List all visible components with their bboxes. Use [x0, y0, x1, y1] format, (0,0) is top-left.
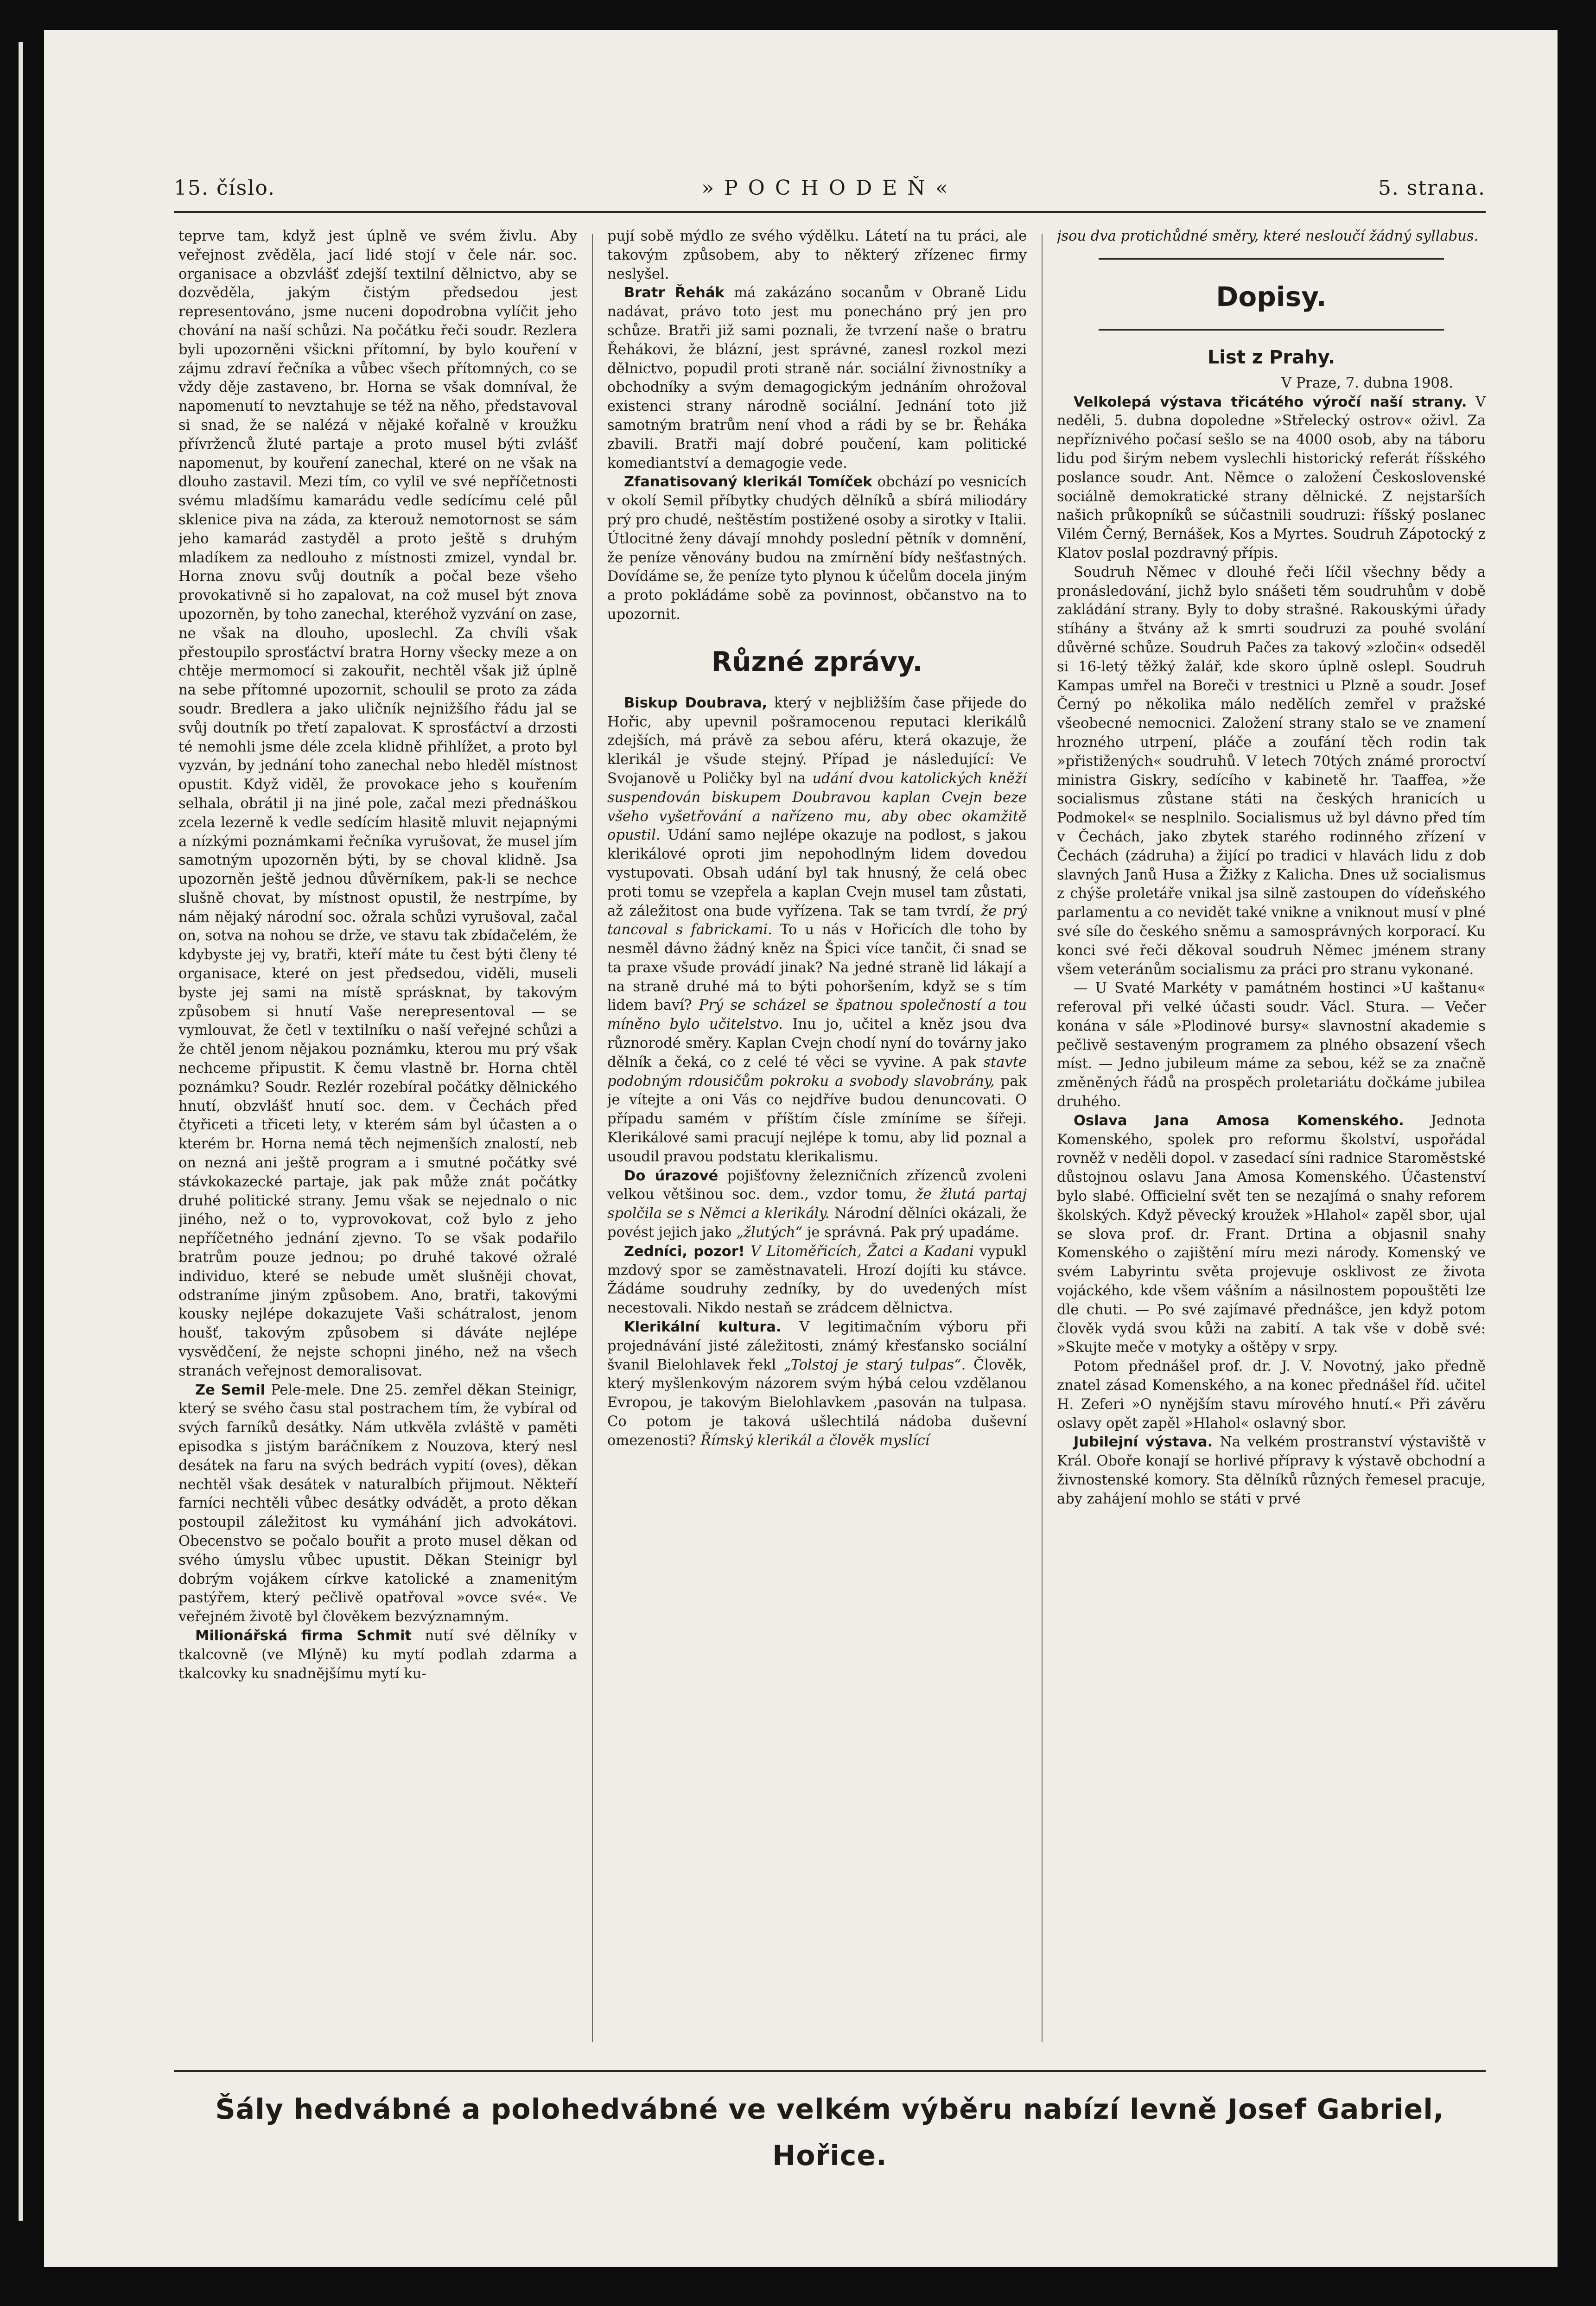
lead-rehak: Bratr Řehák	[624, 285, 725, 301]
advertisement-banner: Šály hedvábné a polohedvábné ve velkém výběru nabízí levně Josef Gabriel, Hořice.	[215, 2093, 1444, 2172]
article-emphasis: stavte podobným rdousičům pokroku a svobody slavobrány,	[607, 1054, 1027, 1089]
article-text: Udání samo nejlépe okazuje na podlost, s jakou klerikálové oproti jim nepohodlným lidem dovedou vystupovati. Obsah udání byl tak hnusný, že celá obec proti tomu se vzepřela a kaplan Cvejn musel tam zůstati, až záležitost ona bude vyřízena. Tak se tam tvrdí,	[607, 827, 1027, 919]
column-1	[178, 227, 577, 2049]
article-continued	[1057, 227, 1486, 246]
article-text: pojišťovny železničních zřízenců zvoleni velkou většinou soc. dem., vzdor tomu,	[607, 1167, 1027, 1203]
lead-kultura: Klerikální kultura.	[624, 1319, 782, 1336]
column-3	[1057, 227, 1486, 2049]
article-text: To u nás v Hořicích dle toho by nesměl dávno žádný kněz na Špici více tančit, či snad se ta praxe všude provádí jinak? Na jedné straně lid lákají a na straně druhé má to býti pohoršením, když se s tím lidem baví?	[607, 922, 1027, 1014]
article-kultura	[607, 1318, 1027, 1451]
article-emphasis: Římský klerikál a člověk myslící	[700, 1432, 930, 1449]
masthead: »POCHODEŇ«	[701, 176, 958, 200]
article-vystava	[1057, 393, 1486, 563]
article-zednici	[607, 1242, 1027, 1318]
article-komensky	[1057, 1112, 1486, 1357]
column-2	[607, 227, 1027, 2049]
article-emphasis: udání dvou katolických kněží suspendován biskupem Doubravou kaplan Cvejn beze všeho vyšetřování a nařízeno mu, aby obec okamžitě opustil.	[607, 770, 1027, 844]
article-urazova	[607, 1167, 1027, 1242]
lead-komensky: Oslava Jana Amosa Komenského.	[1074, 1112, 1404, 1129]
article-rehak	[607, 284, 1027, 473]
article-text: V legitimačním výboru při projednávání jisté záležitosti, známý křesťansko sociální švanil Bielohlavek řekl	[607, 1319, 1027, 1373]
newspaper-page	[44, 30, 1558, 2267]
lead-urazova: Do úrazové	[624, 1167, 719, 1184]
article-continued: pují sobě mýdlo ze svého výdělku. Látetí na tu práci, ale takovým způsobem, aby to některý zřízenec firmy neslyšel.	[607, 228, 1027, 282]
lead-ze-semil: Ze Semil	[195, 1382, 266, 1398]
article-emphasis: že žlutá partaj spolčila se s Němci a klerikály.	[607, 1186, 1027, 1222]
article-text: nutí své dělníky v tkalcovně (ve Mlýně) ku mytí podlah zdarma a tkalcovky ku snadnějšímu mytí ku-	[178, 1627, 577, 1682]
article-emphasis: že prý tancoval s fabrickami.	[607, 903, 1027, 938]
article-text: vypukl mzdový spor se zaměstnavateli. Hrozí dojíti ku stávce. Žádáme soudruhy zedníky, by do uvedených míst necestovali. Nikdo nestaň se zrádcem dělnictva.	[607, 1243, 1027, 1317]
advert-rule	[174, 2070, 1486, 2072]
article-text: Národní dělníci okázali, že povést jejich jako	[607, 1205, 1027, 1241]
article-emphasis: jsou dva protichůdné směry, které nesloučí žádný syllabus.	[1057, 228, 1479, 244]
lead-jubilejni: Jubilejní výstava.	[1074, 1434, 1213, 1451]
column-separator	[1042, 234, 1043, 2042]
header-rule	[174, 211, 1486, 213]
page-number: 5. strana.	[1378, 176, 1486, 200]
article-emphasis: „žlutých“	[736, 1224, 803, 1241]
article-emphasis: „Tolstoj je starý tulpas“.	[783, 1357, 966, 1373]
binding-edge	[19, 42, 23, 2221]
article-emphasis: V Litoměřicích, Žatci a Kadani	[750, 1243, 974, 1260]
dateline: V Praze, 7. dubna 1908.	[1281, 375, 1453, 391]
subheading-list-z-prahy: List z Prahy.	[1207, 346, 1335, 368]
lead-tomicek: Zfanatisovaný klerikál Tomíček	[624, 474, 872, 491]
lead-doubrava: Biskup Doubrava,	[624, 694, 768, 711]
article-text: Jednota Komenského, spolek pro reformu školství, uspořádal rovněž v neděli dopol. v zasedací síni radnice Staroměstské důstojnou oslavu Jana Amosa Komenského. Účastenství bylo slabé. Officielní svět ten se nezajímá o snahy reforem školských. Když pěvecký kroužek »Hlahol« zapěl sbor, ujal se slova prof. dr. Frant. Drtina a objasnil snahy Komenského o zajištění míru mezi národy. Komenský ve svém Labyrintu světa projevuje osklivost ze života vojáckého, kde všem vášním a násilnostem popouštěti lze dle chuti. — Po své zajímavé přednášce, jen když potom člověk vydá svou kůži na zabití. A tak vše v době své: »Skujte meče v motyky a oštěpy v srpy.	[1057, 1112, 1486, 1356]
article-tomicek	[607, 473, 1027, 624]
article-emphasis: Prý se scházel se špatnou společností a tou míněno bylo učitelstvo.	[607, 997, 1027, 1033]
article-text: Na velkém prostranství výstaviště v Král. Oboře konají se horlivé přípravy k výstavě obchodní a živnostenské komory. Sta dělníků různých řemesel pracuje, aby zahájení mohlo se státi v prvé	[1057, 1434, 1486, 1507]
lead-zednici: Zedníci, pozor!	[624, 1243, 745, 1260]
column-separator	[592, 234, 593, 2042]
article-nemec: Soudruh Němec v dlouhé řeči líčil všechny bědy a pronásledování, jichž bylo snášeti těm soudruhům v době zakládání strany. Byly to doby strašné. Rakouskými úřady stíhány a štvány až k smrti soudruzi za pouhé svolání důvěrné schůze. Soudruh Pačes za takový »zločin« odseděl si 16-letý těžký žalář, kde skoro úplně oslepl. Soudruh Kampas umřel na Boreči v trestnici u Plzně a soudr. Josef Černý po několika málo nedělích zemřel v pražské všeobecné nemocnici. Založení strany stalo se ve znamení hrozného utrpení, pláče a zoufání těch rodin tak »přistižených« soudruhů. V letech 70tých známé proroctví ministra Giskry, sedícího v kabinetě hr. Taaffea, »že socialismus zůstane státi na českých hranicích u Podmokel« se nesplnilo. Socialismus už byl dávno před tím v Čechách, jako zbytek starého rodinného zřízení v Čechách (zádruha) a žijící po tradici v hlavách lidu z dob slavných Janů Husa a Žižky z Kalicha. Dnes už socialismus z chýše proletáře vnikal jsa silně zastoupen do vídeňského parlamentu a co nevidět také vnikne a vniknout musí v plné své síle do českého sněmu a samosprávných korporací. Ku konci své řeči děkoval soudruh Němec jménem strany všem veteránům socialismu za práci pro stranu vykonané.	[1057, 564, 1486, 978]
lead-vystava: Velkolepá výstava třicátého výročí naší strany.	[1074, 394, 1467, 410]
section-heading-dopisy: Dopisy.	[1216, 280, 1327, 312]
article-novotny: Potom přednášel prof. dr. J. V. Novotný, jako předně znatel zásad Komenského, a na konec přednášel říd. učitel H. Zeferi »O nynějším stavu mírového hnutí.« Při závěru oslavy opět zapěl »Hlahol« oslavný sbor.	[1057, 1358, 1486, 1432]
article-text: obchází po vesnicích v okolí Semil příbytky chudých dělníků a sbírá miliodáry prý pro chudé, neštěstím postižené osoby a sirotky v Italii. Útlocitné ženy dávají mnohdy poslední pětník v domnění, že peníze věnovány budou na zmírnění bídy nešťastných. Dovídáme se, že peníze tyto plynou k účelům docela jiným a proto pokládáme sobě za povinnost, občanstvo na to upozornit.	[607, 474, 1027, 623]
article-text: má zakázáno socanům v Obraně Lidu nadávat, právo toto jest mu ponecháno prý jen pro schůze. Bratři již sami poznali, že tvrzení naše o bratru Řehákovi, že blázní, jest správné, zanesl rozkol mezi dělnictvo, popudil proti straně nár. sociální živnostníky a obchodníky a svým demagogickým jednáním ohrožoval existenci strany národně sociální. Jednání toto již samotným bratrům není vhod a rádi by se br. Řeháka zbavili. Bratři mají dobré poučení, kam politické komediantství a demagogie vede.	[607, 285, 1027, 471]
article-schmit	[178, 1627, 577, 1683]
article-doubrava	[607, 694, 1027, 1167]
article-horna: teprve tam, když jest úplně ve svém živlu. Aby veřejnost zvěděla, jací lidé stojí v čele nár. soc. organisace a obzvlášť zdejší textilní dělnictvo, aby se dozvěděla, jakým čistým předsedou jest representováno, jsme nuceni dopodrobna vylíčit jeho chování na naší schůzi. Na počátku řeči soudr. Rezlera byli upozorněni všickni přítomní, by bylo kouření v zájmu zdraví řečníka a vůbec všech přítomných, co se vždy děje zastaveno, br. Horna se však domníval, že napomenutí to nevztahuje se též na něho, představoval si snad, že se nalézá v nějaké kořalně v kroužku přívrženců žluté partaje a proto musel býti zvlášť napomenut, by kouření zanechal, které on ne však na dlouho zastavil. Mezi tím, co vylil ve své nepříčetnosti svému mladšímu kamarádu vedle sedícímu celé půl sklenice piva na záda, za kterouž nemotornost se sám jeho kamarád zastyděl a proto ještě s druhým mladíkem za nedlouho z místnosti zmizel, vyndal br. Horna znovu svůj doutník a počal beze všeho provokativně si ho zapalovat, na což musel být znova upozorněn, by toho zanechal, kteréhož vyzvání on zase, ne však na dlouho, uposlechl. Za chvíli však přestoupilo sprosťáctví bratra Horny všecky meze a on chtěje mermomocí si zakouřit, nechtěl však již úplně na sebe přítomné upozornit, schoulil se proto za záda soudr. Bredlera a jako uličník nejnižšího řádu jal se svůj doutník po třetí zapalovat. K sprosťáctví a drzosti té nemohli jsme déle zcela klidně přihlížet, a proto byl vyzván, by jednání toho zanechal nebo hleděl místnost opustit. Když viděl, že provokace jeho s kouřením selhala, obrátil ji na jiné pole, začal mezi přednáškou zcela lezerně k vedle sedícím hlasitě mluvit nejapnými a nízkými poznámkami řečníka vyrušovat, že musel jím samotným upozorněn býti, by se choval klidně. Jsa upozorněn ještě jednou důvěrníkem, pak-li se nechce slušně chovat, by místnost opustil, že nestrpíme, by nám nějaký národní soc. ožrala schůzi vyrušoval, začal on, sotva na nohou se drže, ve stavu tak zbídačelém, že kdybyste jej vy, bratři, kteří máte tu čest býti členy té organisace, které on jest předsedou, viděli, museli byste jej sami na místě sprásknat, by takovým způsobem si hnutí Vaše nerepresentoval — se vymlouvat, že četl v textilníku o naší veřejné schůzi a že chtěl jenom nějakou poznámku, kterou mu prý však nechceme připustit. K čemu vlastně br. Horna chtěl poznámku? Soudr. Rezlér rozebíral počátky dělnického hnutí, obzvlášť hnutí soc. dem. v Čechách před čtyřiceti a třiceti lety, v kterém sám byl účasten a o kterém br. Horna nemá těch nejmenších znalostí, neb on nezná ani ještě program a i smutné počátky své stávkokazecké partaje, jak pak může znát počátky druhé politické strany. Jemu však se nejednalo o nic jiného, než o to, vyprovokovat, což bylo z jeho nepříčetného jednání zjevno. To se však podařilo bratrům pouze jednou; po druhé takové ožralé individuo, které se nebude umět slušněji chovat, odstraníme jiným způsobem. Ano, bratři, takovými kousky nejlépe dokazujete Vaši schátralost, jenom houšť, takovým způsobem si dáváte nejlépe vysvědčení, že nejste schopni jiného, než na všech stranách veřejnost demoralisovat.	[178, 228, 577, 1379]
section-heading-ruzne-zpravy: Různé zprávy.	[711, 645, 923, 677]
issue-number: 15. číslo.	[174, 176, 276, 200]
article-text: Inu jo, učitel a kněz jsou dva různorodé směry. Kaplan Cvejn chodí nyní do továrny jako dělník a čeká, co z celé té věci se vyvine. A pak	[607, 1016, 1027, 1070]
page-header	[174, 176, 1486, 209]
article-text: je správná. Pak prý upadáme.	[807, 1224, 1019, 1241]
section-rule	[1099, 258, 1444, 260]
section-rule	[1099, 329, 1444, 331]
lead-schmit: Milionářská firma Schmit	[195, 1627, 412, 1644]
article-markety: — U Svaté Markéty v památném hostinci »U kaštanu« referoval při velké účasti soudr. Václ. Stura. — Večer konána v sále »Plodinové bursy« slavnostní akademie s pečlivě sestaveným programem za plného obsazení všech míst. — Jedno jubileum máme za sebou, kéž se za značně změněných řádů na prospěch proletariátu dočkáme jubilea druhého.	[1057, 980, 1486, 1110]
article-text: který v nejbližším čase přijede do Hořic, aby upevnil pošramocenou reputaci klerikálů zdejších, má právě za sebou aféru, která okazuje, že klerikál je všude stejný. Případ je následující: Ve Svojanově u Poličky byl na	[607, 694, 1027, 787]
article-text: Pele-mele. Dne 25. zemřel děkan Steinigr, který se svého času stal postrachem tím, že vybíral od svých farníků desátky. Nám utkvěla zvláště v paměti episodka s jistým baráčníkem z Nouzova, který nesl desátek na faru na svých bedrách vypití (oves), děkan nechtěl však desátek v naturalbích přijmout. Někteří farníci nechtěli vůbec desátky odvádět, a proto děkan postoupil záležitost ku vymáhání jich advokátovi. Obecenstvo se počalo bouřit a proto musel děkan od svého úmyslu vůbec upustit. Děkan Steinigr byl dobrým vojákem církve katolické a znamenitým pastýřem, který pečlivě opatřoval »ovce své«. Ve veřejném životě byl člověkem bezvýznamným.	[178, 1382, 577, 1625]
article-text: Člověk, který myšlenkovým názorem svým hýbá celou vzdělanou Evropou, je takovým Bielohlavkem ,pasován na tulpasa. Co potom je taková ušlechtilá nádoba duševní omezenosti?	[607, 1357, 1027, 1449]
article-text: pak je vítejte a oni Vás co nejdříve budou denuncovati. O případu samém v příštím čísle zmíníme se šířeji. Klerikálové sami pracují nejlépe k tomu, aby lid poznal a usoudil pravou podstatu klerikalismu.	[607, 1073, 1027, 1165]
article-semily	[178, 1381, 577, 1627]
article-text: V neděli, 5. dubna dopoledne »Střelecký ostrov« oživl. Za nepříznivého počasí sešlo se na 4000 osob, aby na táboru lidu pod širým nebem vyslechli historický referát říšského poslance soudr. Ant. Němce o založení Československé sociálně demokratické strany dělnické. Z nejstarších našich průkopníků se súčastnili soudruzi: říšský poslanec Vilém Černý, Bernášek, Kos a Myrtes. Soudruh Zápotocký z Klatov poslal pozdravný přípis.	[1057, 394, 1486, 561]
article-jubilejni	[1057, 1433, 1486, 1509]
